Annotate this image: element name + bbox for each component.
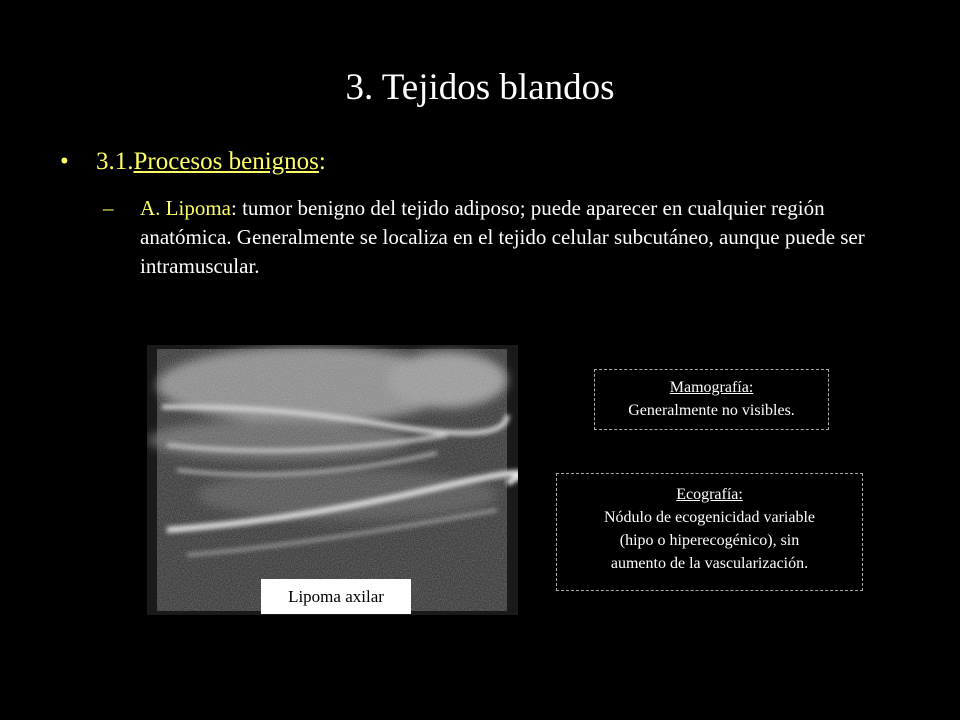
ecografia-box <box>556 473 863 591</box>
procesos-benignos-link[interactable]: Procesos benignos <box>133 148 319 175</box>
dash-marker: – <box>103 196 114 220</box>
bullet-procesos-benignos <box>60 148 326 176</box>
ecografia-line-2: (hipo o hiperecogénico), sin <box>619 532 800 549</box>
sub-bullet-lipoma <box>103 194 883 281</box>
bullet-suffix: : <box>318 148 326 175</box>
bullet-number: 3.1. <box>96 148 134 175</box>
slide-title: 3. Tejidos blandos <box>345 67 615 108</box>
lipoma-description <box>140 194 883 281</box>
ecografia-line-1: Nódulo de ecogenicidad variable <box>603 509 816 526</box>
mamografia-text: Generalmente no visibles. <box>628 402 795 419</box>
lipoma-text: : tumor benigno del tejido adiposo; puede aparecer en cualquier región anatómica. Generalmente se localiza en el tejido celular subcutáneo, aunque puede ser intramuscular. <box>140 196 865 278</box>
lipoma-highlight: A. Lipoma <box>140 196 231 220</box>
image-caption: Lipoma axilar <box>261 579 411 614</box>
mamografia-title: Mamografía: <box>669 379 754 396</box>
ecografia-title: Ecografía: <box>676 486 743 503</box>
ecografia-line-3: aumento de la vascularización. <box>610 555 809 572</box>
bullet-dot-icon: • <box>60 148 69 175</box>
mamografia-box <box>594 369 829 430</box>
ultrasound-graphic <box>147 345 518 615</box>
ultrasound-image <box>147 345 518 615</box>
